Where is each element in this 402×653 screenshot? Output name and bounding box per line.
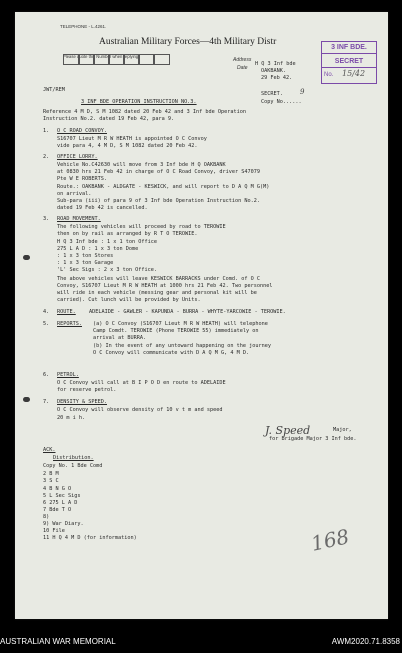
- section-line: at 0830 hrs 21 Feb 42 in charge of O C Road Convoy, driver S47079: [57, 169, 261, 175]
- section-number: 7.: [43, 399, 50, 405]
- secret-stamp: [321, 41, 377, 84]
- reference-code: JWT/REM: [43, 87, 65, 93]
- address-line-2: OAKBANK.: [261, 68, 286, 74]
- distribution-item: 4 B N G O: [43, 486, 72, 492]
- section-number: 2.: [43, 154, 50, 160]
- section-line: dated 19 Feb 42 is cancelled.: [57, 205, 148, 211]
- section-line: 'L' Sec Sigs : 2 x 3 ton Office.: [57, 267, 157, 273]
- section-heading: REPORTS.: [57, 321, 82, 327]
- section-line: 20 m i h.: [57, 415, 86, 421]
- distribution-item: 10 File: [43, 528, 65, 534]
- secret-mark: SECRET.: [261, 91, 283, 97]
- reference-line-2: Instruction No.2. dated 19 Feb 42, para 9.: [43, 116, 175, 122]
- address-label: Address: [233, 57, 252, 63]
- section-line: : 1 x 3 ton Stores: [57, 253, 114, 259]
- section-line: Pte W E ROBERTS.: [57, 176, 107, 182]
- section-line: will ride in each vehicle (messing gear and personal kit will be: [57, 290, 257, 296]
- section-line: Route.: OAKBANK - ALDGATE - KESWICK, and will report to D A Q M G(M): [57, 184, 270, 190]
- punch-hole: [23, 397, 30, 402]
- reference-line-1: Reference 4 M D, S M 1082 dated 20 Feb 42 and 3 Inf bde Operation: [43, 109, 247, 115]
- signature: J. Speed: [265, 424, 311, 437]
- handwritten-folio-number: 168: [308, 524, 352, 556]
- section-line: Vehicle No.C42630 will move from 3 Inf bde H Q OAKBANK: [57, 162, 226, 168]
- stamp-hand-number: 15/42: [342, 69, 366, 78]
- signature-for-line: for Brigade Major 3 Inf bde.: [269, 436, 357, 442]
- section-heading: ROUTE.: [57, 309, 76, 315]
- section-line: (a) O C Convoy (S16707 Lieut M R W HEATH) will telephone: [93, 321, 268, 327]
- section-number: 4.: [43, 309, 50, 315]
- distribution-heading: Distribution.: [53, 455, 94, 461]
- distribution-item: Copy No. 1 Bde Comd: [43, 463, 103, 469]
- section-line: 275 L A D : 1 x 3 ton Dome: [57, 246, 139, 252]
- section-line: H Q 3 Inf bde : 1 x 1 ton Office: [57, 239, 157, 245]
- document-page: [15, 12, 388, 619]
- section-line: O C Convoy will communicate with D A Q M G, 4 M D.: [93, 350, 250, 356]
- section-line: Camp Comdt. TEROWIE (Phone TEROWIE 55) immediately on: [93, 328, 259, 334]
- section-line: carried). Cut lunch will be provided by Units.: [57, 297, 201, 303]
- telephone-line: TELEPHONE - L.4261.: [60, 24, 107, 29]
- distribution-item: 9) War Diary.: [43, 521, 84, 527]
- section-line: for reserve petrol.: [57, 387, 117, 393]
- letterhead-title: Australian Military Forces—4th Military Distr: [99, 37, 277, 47]
- distribution-item: 2 B M: [43, 471, 59, 477]
- stamp-no-label: No.: [324, 72, 334, 78]
- section-line: O C Convoy will observe density of 10 v t m and speed: [57, 407, 223, 413]
- section-line: O C Convoy will call at B I P O D en route to ADELAIDE: [57, 380, 226, 386]
- section-number: 3.: [43, 216, 50, 222]
- distribution-item: 7 Bde T O: [43, 507, 72, 513]
- section-line: ADELAIDE - GAWLER - KAPUNDA - BURRA - WHYTE-YARCOWIE - TEROWIE.: [89, 309, 286, 315]
- address-line-1: H Q 3 Inf bde: [255, 61, 296, 67]
- stamp-unit: 3 INF BDE.: [322, 44, 376, 54]
- secret-hand-number: 9: [300, 88, 305, 96]
- archive-accession-number: AWM2020.71.8358: [331, 637, 400, 646]
- archive-credit: AUSTRALIAN WAR MEMORIAL: [0, 637, 116, 646]
- section-line: then on by rail as arranged by R T O TEROWIE.: [57, 231, 198, 237]
- section-number: 6.: [43, 372, 50, 378]
- section-heading: DENSITY & SPEED.: [57, 399, 107, 405]
- section-heading: PETROL.: [57, 372, 79, 378]
- section-heading: ROAD MOVEMENT.: [57, 216, 101, 222]
- section-number: 1.: [43, 128, 50, 134]
- punch-hole: [23, 255, 30, 260]
- date-label: Date: [237, 65, 248, 71]
- section-heading: O C ROAD CONVOY.: [57, 128, 107, 134]
- document-title: 3 INF BDE OPERATION INSTRUCTION NO.3.: [81, 99, 197, 105]
- distribution-item: 6 275 L A D: [43, 500, 78, 506]
- ref-box-7: [153, 54, 170, 65]
- copy-number: Copy No......: [261, 99, 302, 105]
- section-line: Sub-para (iii) of para 9 of 3 Inf bde Operation Instruction No.2.: [57, 198, 261, 204]
- section-line: The following vehicles will proceed by road to TEROWIE: [57, 224, 226, 230]
- quote-number-line: Please quote this Number when replying.: [63, 54, 140, 59]
- section-line: S16707 Lieut M R W HEATH is appointed O C Convoy: [57, 136, 207, 142]
- section-line: Convoy, S16707 Lieut M R W HEATH at 1000 hrs 21 Feb 42. Two personnel: [57, 283, 273, 289]
- signature-rank: Major,: [333, 427, 352, 433]
- section-line: : 1 x 3 ton Garage: [57, 260, 114, 266]
- section-line: The above vehicles will leave KESWICK BARRACKS under Comd. of O C: [57, 276, 261, 282]
- section-heading: OFFICE LORRY.: [57, 154, 98, 160]
- section-line: (b) In the event of any untoward happening on the journey: [93, 343, 272, 349]
- stamp-secret: SECRET: [322, 58, 376, 68]
- section-line: arrival at BURRA.: [93, 335, 147, 341]
- distribution-item: 11 H Q 4 M D (for information): [43, 535, 137, 541]
- distribution-item: 3 S C: [43, 478, 59, 484]
- ack-label: ACK.: [43, 447, 56, 453]
- distribution-item: 5 L Sec Sigs: [43, 493, 81, 499]
- section-line: on arrival.: [57, 191, 92, 197]
- address-line-3: 29 Feb 42.: [261, 75, 293, 81]
- section-line: vide para 4, 4 M D, S M 1082 dated 20 Feb 42.: [57, 143, 198, 149]
- distribution-item: 8): [43, 514, 50, 520]
- section-number: 5.: [43, 321, 50, 327]
